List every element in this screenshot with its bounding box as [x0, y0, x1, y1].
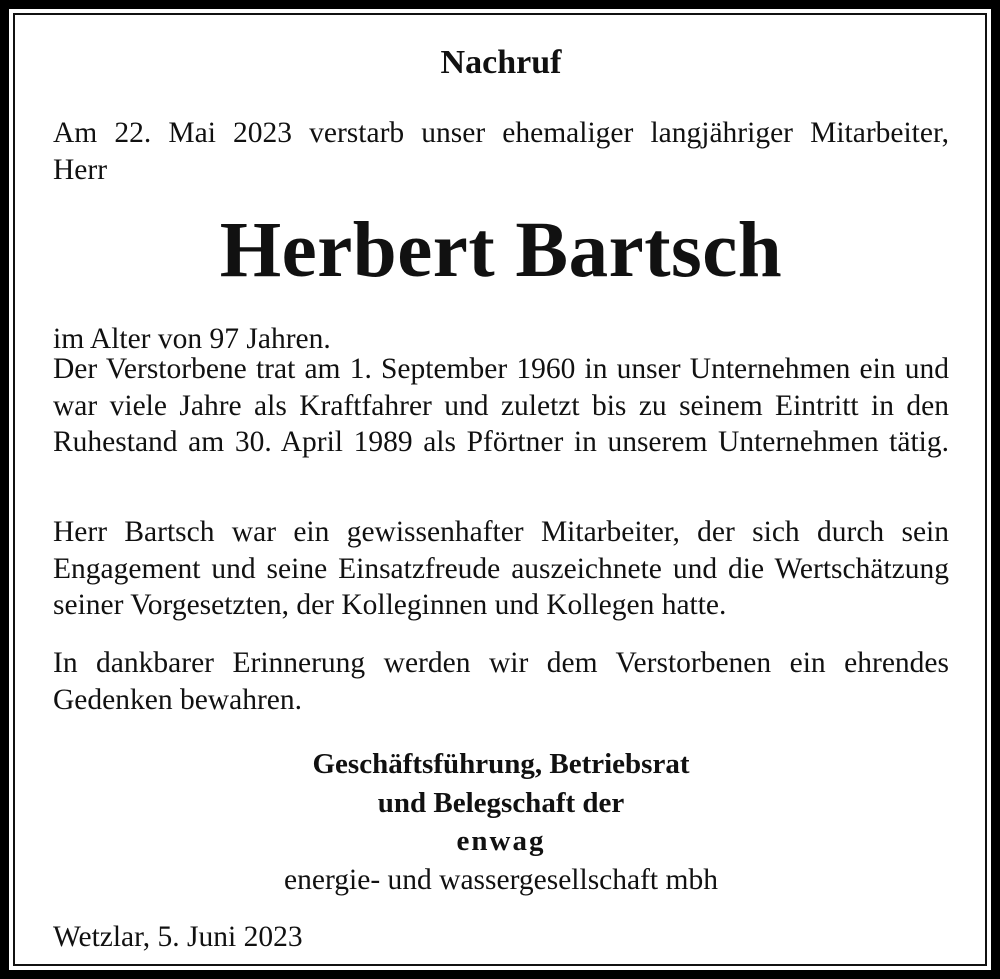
- obituary-notice: [13, 13, 987, 966]
- career-line-3: Ruhestand am 30. April 1989 als Pförtner in unserem Unternehmen tätig.: [53, 426, 949, 458]
- tribute-line-1: Herr Bartsch war ein gewissenhafter Mitarbeiter, der sich durch sein: [53, 516, 949, 548]
- signature-block: [53, 745, 949, 899]
- company-full-name: energie- und wassergesellschaft mbh: [284, 863, 718, 896]
- deceased-name: Herbert Bartsch: [219, 207, 783, 294]
- career-line-1: Der Verstorbene trat am 1. September 1960 in unser Unternehmen ein und: [53, 353, 949, 385]
- tribute-paragraph: [53, 514, 949, 624]
- remembrance-line-2: Gedenken bewahren.: [53, 683, 302, 716]
- tribute-line-3: seiner Vorgesetzten, der Kolleginnen und Kollegen hatte.: [53, 589, 727, 621]
- company-short-name: enwag: [456, 825, 546, 857]
- intro-line-2: Herr: [53, 153, 108, 186]
- career-paragraph: [53, 351, 949, 461]
- place-date: Wetzlar, 5. Juni 2023: [53, 921, 303, 953]
- remembrance-line-1: In dankbarer Erinnerung werden wir dem Verstorbenen ein ehrendes: [53, 647, 949, 679]
- intro-line-1: Am 22. Mai 2023 verstarb unser ehemaliger langjähriger Mitarbeiter,: [53, 117, 949, 149]
- tribute-line-2: Engagement und seine Einsatzfreude auszeichnete und die Wertschätzung: [53, 552, 949, 585]
- notice-title: Nachruf: [440, 44, 562, 81]
- intro-paragraph: [53, 115, 949, 188]
- signature-line-1: Geschäftsführung, Betriebsrat: [312, 748, 690, 780]
- notice-content: [53, 15, 949, 964]
- signature-line-2: und Belegschaft der: [377, 786, 625, 819]
- career-line-2: war viele Jahre als Kraftfahrer und zuletzt bis zu seinem Eintritt in den: [53, 389, 949, 422]
- age-text: im Alter von 97 Jahren.: [53, 323, 331, 355]
- remembrance-paragraph: [53, 645, 949, 718]
